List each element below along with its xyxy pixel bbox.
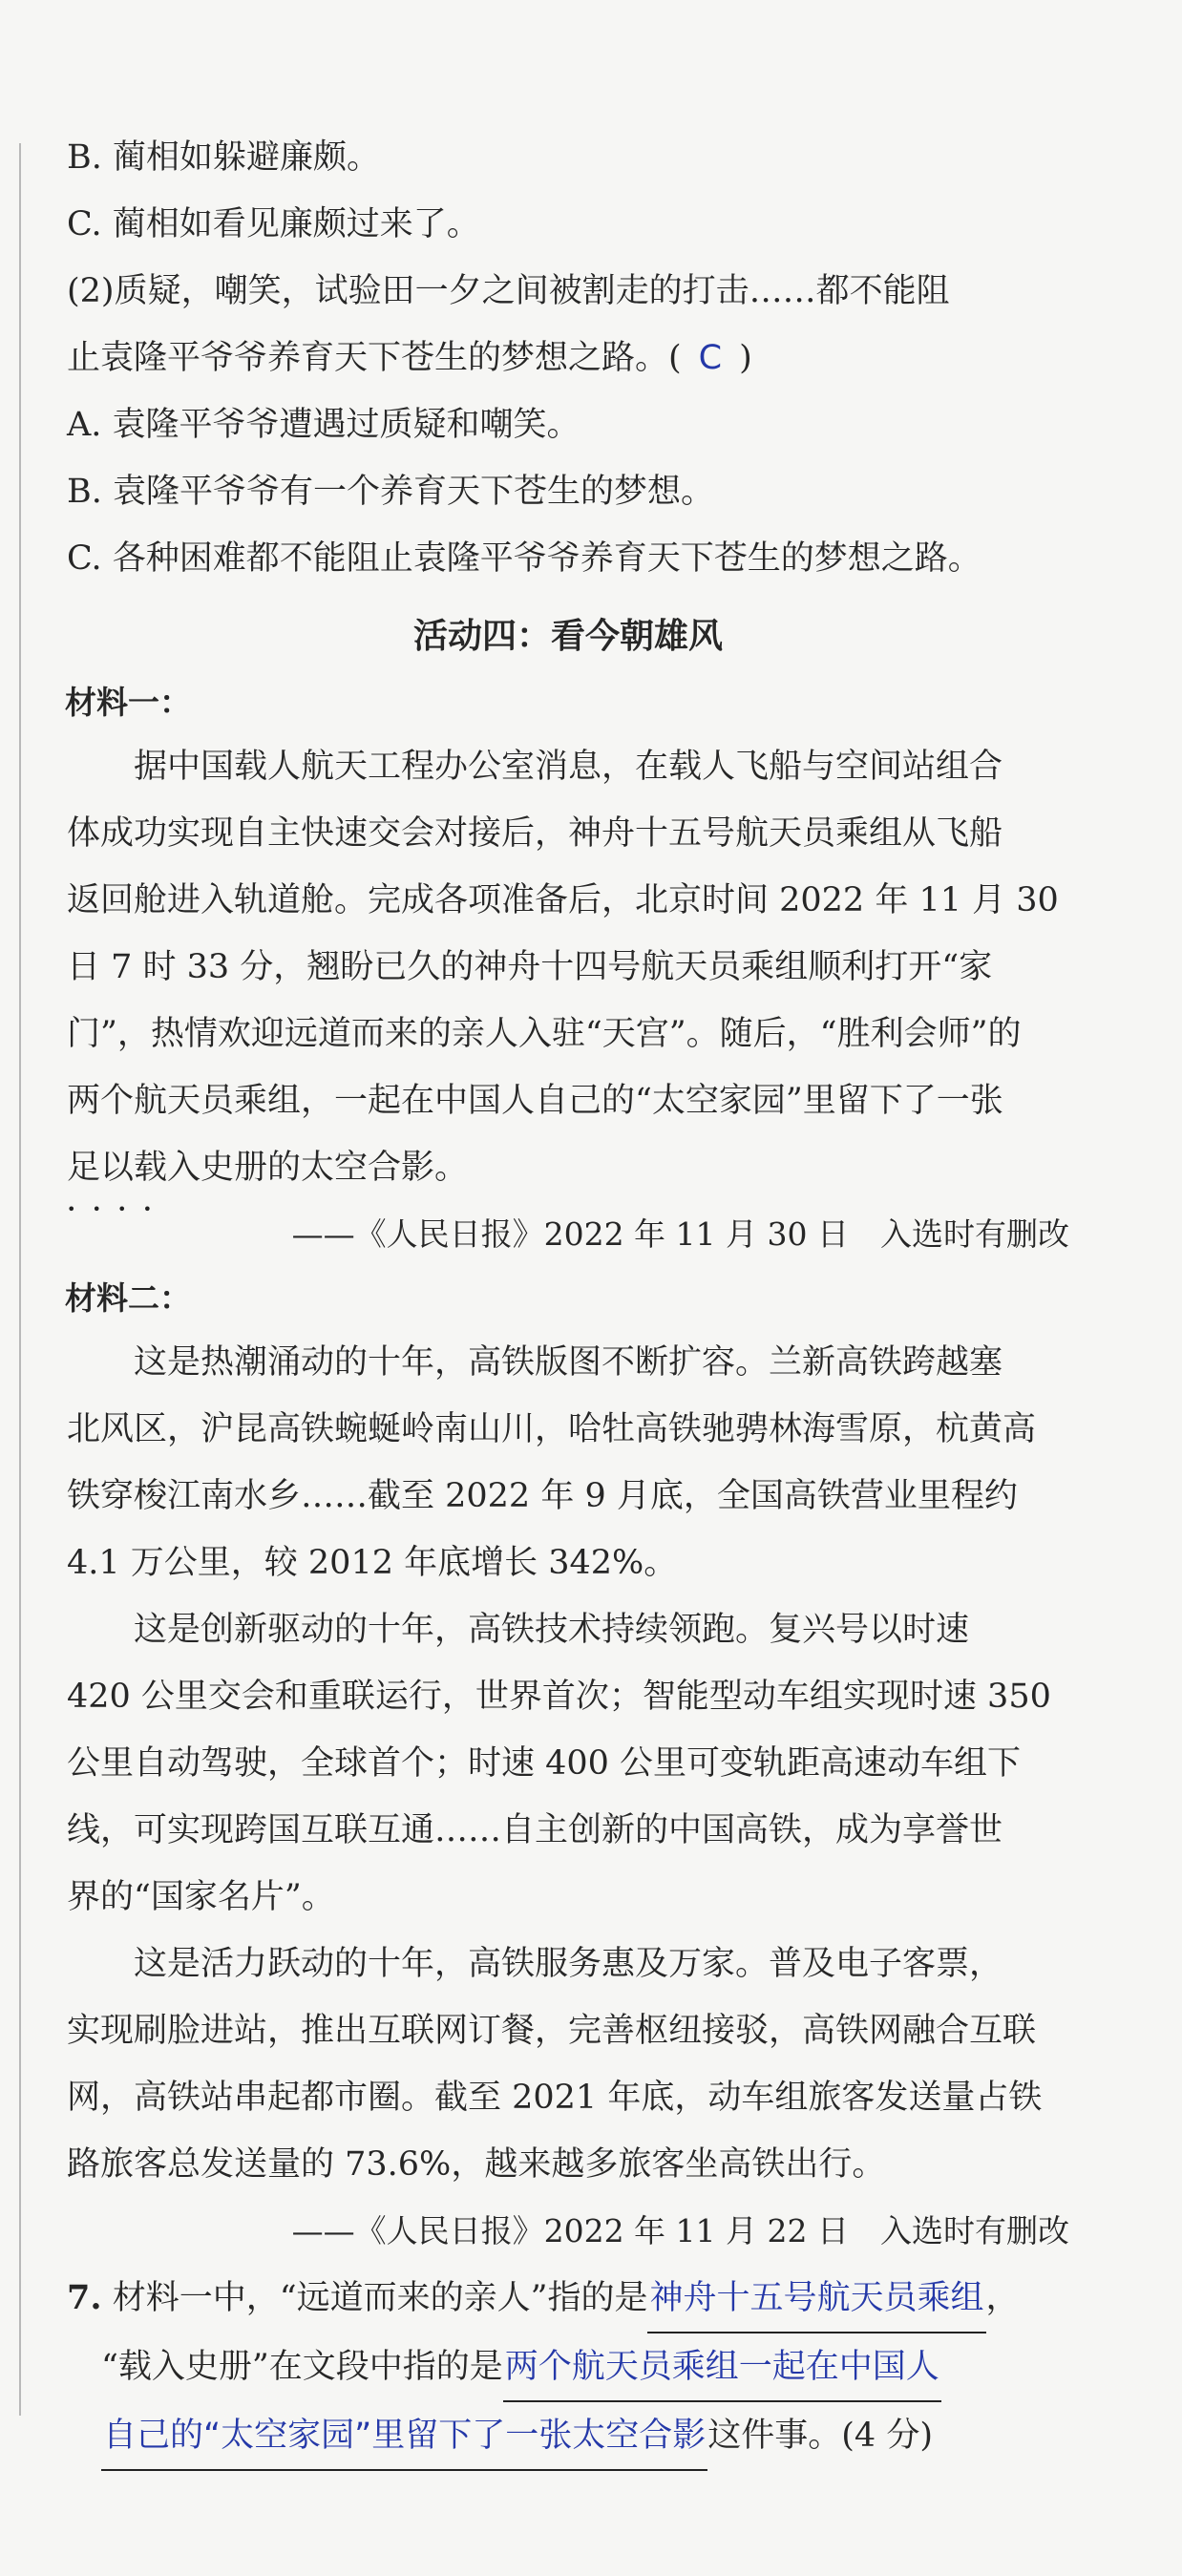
q7-line-2 [67,2333,1069,2402]
activity-title: 活动四：看今朝雄风 [412,617,723,656]
q7-answer-1[interactable]: 神舟十五号航天员乘组 [647,2265,985,2333]
q7-answer-2b[interactable]: 自己的“太空家园”里留下了一张太空合影 [101,2402,707,2471]
material-2-line: 4.1 万公里，较 2012 年底增长 342%。 [67,1544,678,1582]
margin-rule [19,143,21,2416]
q7-prompt-2: “载入史册”在文段中指的是 [101,2348,503,2386]
q7-prompt-1: 材料一中，“远道而来的亲人”指的是 [112,2279,648,2317]
material-1-line: 据中国载人航天工程办公室消息，在载人飞船与空间站组合 [134,748,1003,786]
material-2-line: 这是创新驱动的十年，高铁技术持续领跑。复兴号以时速 [134,1611,970,1649]
material-2-line: 实现刷脸进站，推出互联网订餐，完善枢纽接驳，高铁网融合互联 [67,2012,1037,2050]
material-2-line: 铁穿梭江南水乡……截至 2022 年 9 月底，全国高铁营业里程约 [67,1477,1018,1515]
material-1-line: 体成功实现自主快速交会对接后，神舟十五号航天员乘组从飞船 [67,814,1003,853]
q1-option-c: C. 蔺相如看见廉颇过来了。 [67,205,480,243]
q1-option-b: B. 蔺相如躲避廉颇。 [67,138,380,177]
q7-comma: ， [985,2279,1020,2317]
material-2-line: 北风区，沪昆高铁蜿蜒岭南山川，哈牡高铁驰骋林海雪原，杭黄高 [67,1410,1037,1448]
material-2-line: 这是热潮涌动的十年，高铁版图不断扩容。兰新高铁跨越塞 [134,1343,1003,1382]
material-2-source: ——《人民日报》2022 年 11 月 22 日 入选时有删改 [291,2212,1069,2249]
material-2-line: 线，可实现跨国互联互通……自主创新的中国高铁，成为享誉世 [67,1811,1003,1849]
material-1-line: 两个航天员乘组，一起在中国人自己的“太空家园”里留下了一张 [67,1082,1003,1120]
material-2-line: 路旅客总发送量的 73.6%，越来越多旅客坐高铁出行。 [67,2145,886,2184]
q2-stem-line-2 [67,325,1069,391]
q2-stem-close: ) [739,339,752,377]
material-2-line: 界的“国家名片”。 [67,1878,335,1916]
material-1-line: 门”，热情欢迎远道而来的亲人入驻“天宫”。随后，“胜利会师”的 [67,1015,1022,1053]
material-1-line: 日 7 时 33 分，翘盼已久的神舟十四号航天员乘组顺利打开“家 [67,948,993,986]
q7-prompt-3: 这件事。(4 分) [707,2417,933,2455]
question-7 [67,2265,1069,2471]
document-page [67,124,1069,2471]
material-1-source: ——《人民日报》2022 年 11 月 30 日 入选时有删改 [291,1215,1069,1253]
material-1-line: 返回舱进入轨道舱。完成各项准备后，北京时间 2022 年 11 月 30 [67,881,1059,919]
material-2-line: 公里自动驾驶，全球首个；时速 400 公里可变轨距高速动车组下 [67,1744,1022,1783]
q2-option-c: C. 各种困难都不能阻止袁隆平爷爷养育天下苍生的梦想之路。 [67,539,981,578]
q2-option-a: A. 袁隆平爷爷遭遇过质疑和嘲笑。 [67,406,580,444]
q7-answer-2a[interactable]: 两个航天员乘组一起在中国人 [503,2333,941,2402]
q2-stem-text: 止袁隆平爷爷养育天下苍生的梦想之路。( [67,339,682,377]
material-2-line: 这是活力跃动的十年，高铁服务惠及万家。普及电子客票， [134,1945,1003,1983]
q7-line-1 [67,2265,1069,2333]
material-2-line: 网，高铁站串起都市圈。截至 2021 年底，动车组旅客发送量占铁 [67,2079,1043,2117]
material-2-line: 420 公里交会和重联运行，世界首次；智能型动车组实现时速 350 [67,1678,1051,1716]
q7-number: 7. [67,2278,102,2317]
q2-stem-line-1: (2)质疑，嘲笑，试验田一夕之间被割走的打击……都不能阻 [67,272,950,310]
q2-answer: C [698,339,723,377]
q7-line-3 [67,2402,1069,2471]
material-1-line: 足以载入史册的太空合影。 • • • • [67,1134,1069,1201]
material-1-label: 材料一： [65,684,191,721]
material-2-label: 材料二： [65,1279,191,1317]
q2-option-b: B. 袁隆平爷爷有一个养育天下苍生的梦想。 [67,473,714,511]
